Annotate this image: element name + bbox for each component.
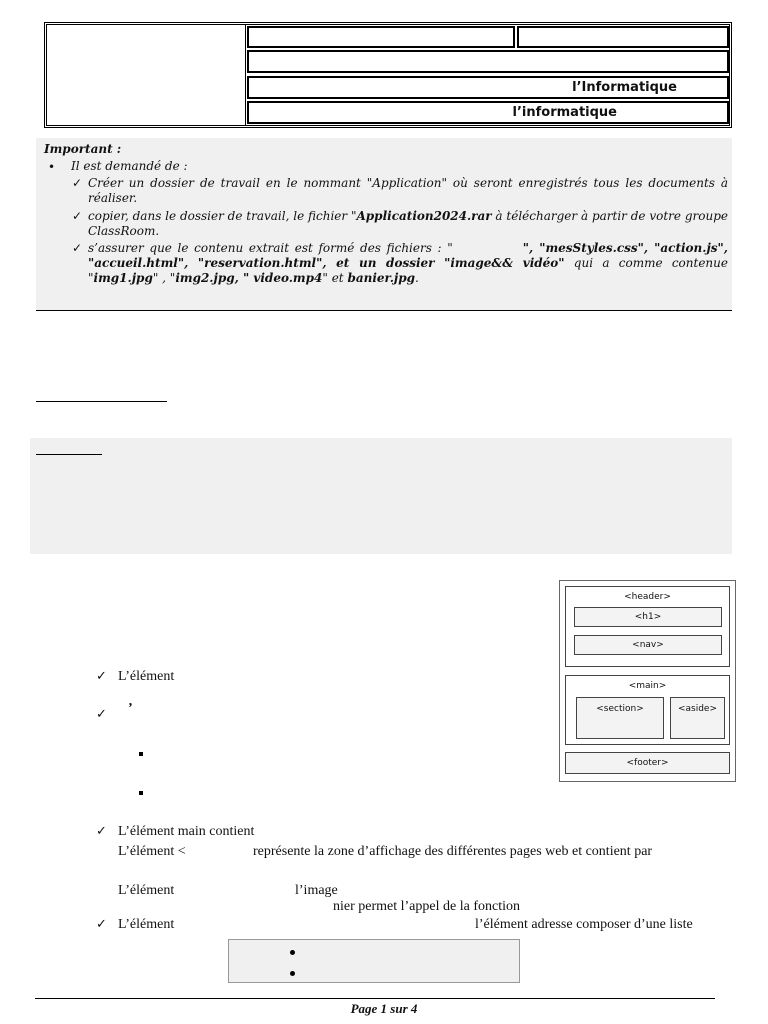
check-icon: ✓ — [96, 707, 107, 722]
footer-rule — [35, 998, 715, 999]
bullet-icon — [290, 950, 295, 955]
body-line: ’ — [128, 701, 133, 716]
header-cell-subject: l’Informatique — [247, 76, 729, 99]
file-name: img2.jpg, " video.mp4 — [175, 271, 323, 285]
diagram-main-label: <main> — [628, 681, 667, 691]
instruction-text: qui a comme contenue " — [88, 256, 728, 285]
header-cell-section: l’informatique — [247, 101, 729, 124]
underline-rule — [36, 454, 102, 455]
bullet-icon — [290, 971, 295, 976]
layout-diagram — [559, 580, 736, 782]
important-lead: Il est demandé de : — [71, 159, 188, 173]
instruction-text: " et — [322, 271, 348, 285]
instruction-text: copier, dans le dossier de travail, le fichier " — [88, 209, 357, 223]
body-line: L’élément main contient — [118, 824, 255, 839]
diagram-h1-box: <h1> — [574, 607, 722, 627]
check-icon: ✓ — [72, 241, 83, 255]
instruction-text: " , " — [152, 271, 176, 285]
check-icon: ✓ — [72, 176, 83, 190]
diagram-footer-box: <footer> — [565, 752, 730, 774]
header-cell-3 — [247, 50, 729, 73]
instruction-item — [72, 176, 728, 206]
body-line: représente la zone d’affichage des différentes pages web et contient par — [253, 844, 653, 859]
page-number: Page 1 sur 4 — [350, 1001, 418, 1016]
check-icon: ✓ — [96, 824, 107, 839]
check-icon: ✓ — [72, 209, 83, 223]
instruction-text: . — [415, 271, 419, 285]
body-line: nier permet l’appel de la fonction — [333, 899, 520, 914]
body-line: L’élément — [118, 917, 175, 932]
diagram-header-label: <header> — [624, 592, 671, 602]
diagram-main-box — [565, 675, 730, 745]
instruction-text: s’assurer que le contenu extrait est formé des fichiers : " — [88, 241, 453, 255]
body-line: L’élément < — [118, 844, 186, 859]
diagram-section-box: <section> — [576, 697, 664, 739]
header-cell-1 — [247, 26, 515, 48]
context-box — [30, 438, 732, 554]
file-list: ", "mesStyles.css", "action.js", "accueil.html", "reservation.html", et un dossier "image&& vidéo" — [88, 241, 728, 270]
instruction-item — [72, 241, 728, 286]
square-bullet-icon — [139, 752, 143, 756]
bullet-icon: • — [48, 160, 56, 174]
check-icon: ✓ — [96, 917, 107, 932]
instruction-text: à télécharger à partir de votre groupe ClassRoom. — [88, 209, 728, 238]
body-line: l’image — [295, 883, 338, 898]
important-title: Important : — [44, 142, 122, 156]
body-line: L’élément — [118, 883, 175, 898]
underline-rule — [36, 401, 167, 402]
body-line: L’élément — [118, 669, 175, 684]
body-line: l’élément adresse composer d’une liste — [475, 917, 693, 932]
file-name: img1.jpg — [93, 271, 153, 285]
logo-cell — [46, 24, 246, 126]
diagram-header-box — [565, 586, 730, 667]
file-name: banier.jpg — [347, 271, 416, 285]
check-icon: ✓ — [96, 669, 107, 684]
important-box — [36, 138, 732, 311]
diagram-nav-box: <nav> — [574, 635, 722, 655]
file-name: Application2024.rar — [356, 209, 492, 223]
instruction-item — [72, 209, 728, 239]
square-bullet-icon — [139, 791, 143, 795]
list-box — [228, 939, 520, 983]
diagram-aside-box: <aside> — [670, 697, 725, 739]
instruction-text: Créer un dossier de travail en le nommant "Application" où seront enregistrés tous les documents à réaliser. — [88, 176, 728, 205]
header-cell-2 — [517, 26, 729, 48]
